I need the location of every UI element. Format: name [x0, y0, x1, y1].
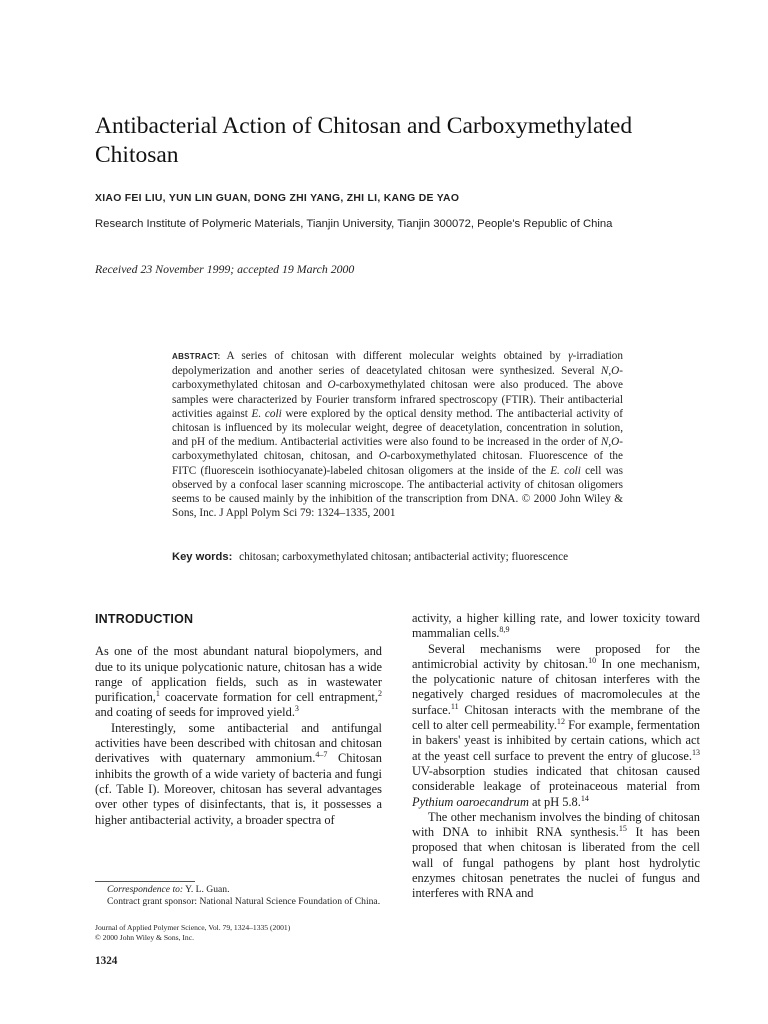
citation: 12 — [556, 716, 565, 726]
citation: 15 — [618, 824, 627, 834]
keywords — [172, 550, 623, 564]
footnotes — [95, 884, 382, 908]
journal-citation: Journal of Applied Polymer Science, Vol. 79, 1324–1335 (2001) — [95, 923, 291, 932]
received-dates: Received 23 November 1999; accepted 19 March 2000 — [95, 262, 355, 276]
species-name: E. coli — [550, 464, 581, 477]
citation: 11 — [450, 701, 459, 711]
author-list: XIAO FEI LIU, YUN LIN GUAN, DONG ZHI YANG, ZHI LI, KANG DE YAO — [95, 193, 460, 204]
body-text: As one of the most abundant natural biopolymers, and due to its unique polycationic nature, chitosan has a wide range of application fields, such as in wastewater purification, — [95, 644, 382, 705]
italic-term: N,O — [600, 365, 620, 378]
body-text: Chitosan interacts with the membrane of the cell to alter cell permeability. — [412, 702, 700, 733]
citation: 14 — [580, 793, 589, 803]
abstract-text: cell was observed by a confocal laser scanning microscope. The antibacterial activity of chitosan oligomers seems to be caused mainly by the inhibition of the transcription from DNA. © 2000 John Wiley & Sons, Inc. J Appl Polym Sci 79: 1324–1335, 2001 — [172, 464, 623, 520]
copyright: © 2000 John Wiley & Sons, Inc. — [95, 932, 194, 942]
body-text: at pH 5.8. — [528, 794, 581, 809]
body-text: In one mechanism, the polycationic nature of chitosan interferes with the negatively charged residues of macromolecules at the surface. — [412, 656, 700, 717]
paper-title: Antibacterial Action of Chitosan and Carboxymethylated Chitosan — [95, 113, 633, 168]
citation: 13 — [691, 747, 700, 757]
abstract-text: A series of chitosan with different molecular weights obtained by — [226, 350, 569, 362]
body-paragraph — [412, 611, 700, 642]
footnote-divider — [95, 881, 195, 882]
italic-term: O — [327, 379, 336, 392]
species-name: E. coli — [251, 407, 282, 420]
body-text: Several mechanisms were proposed for the antimicrobial activity by chitosan. — [412, 641, 700, 671]
citation: 3 — [294, 704, 299, 714]
body-text: It has been proposed that when chitosan is liberated from the cell wall of fungal pathogens by plant host hydrolytic enzymes chitosan penetrates the nuclei of fungus and interferes with RNA and — [412, 825, 700, 901]
citation: 10 — [588, 655, 597, 665]
body-text: Interestingly, some antibacterial and antifungal activities have been described with chitosan and chitosan derivatives with quaternary ammonium. — [95, 720, 382, 766]
right-column — [412, 611, 700, 902]
grant-note: Contract grant sponsor: National Natural Science Foundation of China. — [107, 896, 381, 907]
citation: 8,9 — [499, 625, 510, 635]
citation: 2 — [377, 689, 382, 699]
section-heading-introduction: INTRODUCTION — [95, 612, 194, 626]
body-text: The other mechanism involves the binding of chitosan with DNA to inhibit RNA synthesis. — [412, 809, 700, 840]
abstract-text: were explored by the optical density method. The antibacterial activity of chitosan is influenced by its molecular weight, degree of deacetylation, concentration in solution, and pH of the medium. Antibacterial activities were also found to be increased in the order of — [172, 407, 623, 449]
left-column — [95, 612, 382, 828]
abstract-text: -carboxymethylated chitosan were also produced. The above samples were characterized by Fourier transform infrared spectroscopy (FTIR). Their antibacterial activities against — [172, 379, 624, 420]
body-text: Chitosan inhibits the growth of a wide variety of bacteria and fungi (cf. Table I). Moreover, chitosan has several advantages over other types of disinfectants, that is, it possesses a higher antibacterial activity, a broader spectra of — [95, 751, 382, 827]
abstract-label: ABSTRACT: — [172, 352, 221, 361]
correspondence-name: Y. L. Guan. — [183, 884, 230, 895]
body-paragraph — [95, 721, 382, 828]
body-text: coacervate formation for cell entrapment, — [159, 690, 378, 705]
page-number: 1324 — [95, 955, 118, 967]
body-paragraph — [95, 644, 382, 720]
body-text: For example, fermentation in bakers' yeast is inhibited by certain cations, which act at the yeast cell surface to prevent the entry of glucose. — [412, 718, 700, 763]
abstract-text: -irradiation depolymerization and another series of deacetylated chitosan were synthesized. Several — [172, 350, 623, 378]
abstract-text: -carboxymethylated chitosan, chitosan, and — [172, 436, 623, 463]
abstract — [172, 349, 623, 520]
correspondence-note — [95, 884, 382, 896]
body-text: UV-absorption studies indicated that chitosan caused considerable leakage of proteinaceous material from — [412, 763, 700, 794]
abstract-text: -carboxymethylated chitosan and — [172, 365, 623, 392]
keywords-text: chitosan; carboxymethylated chitosan; antibacterial activity; fluorescence — [239, 551, 569, 563]
body-text: activity, a higher killing rate, and lower toxicity toward mammalian cells. — [412, 611, 700, 641]
citation: 1 — [155, 689, 160, 699]
body-paragraph — [412, 810, 700, 902]
body-paragraph — [412, 642, 700, 810]
italic-term: O — [378, 450, 387, 463]
abstract-text: -carboxymethylated chitosan. Fluorescence of the FITC (fluorescein isothiocyanate)-labeled chitosan oligomers at the inside of the — [172, 450, 623, 477]
keywords-label: Key words: — [172, 551, 233, 563]
italic-term: N,O — [600, 436, 620, 449]
species-name: Pythium oaroecandrum — [412, 794, 529, 809]
gamma-symbol: γ — [568, 350, 573, 362]
body-text: and coating of seeds for improved yield. — [95, 705, 295, 720]
citation: 4–7 — [315, 750, 328, 760]
correspondence-label: Correspondence to: — [107, 884, 184, 895]
journal-info — [95, 923, 382, 942]
affiliation: Research Institute of Polymeric Materials, Tianjin University, Tianjin 300072, People's Republic of China — [95, 218, 613, 230]
